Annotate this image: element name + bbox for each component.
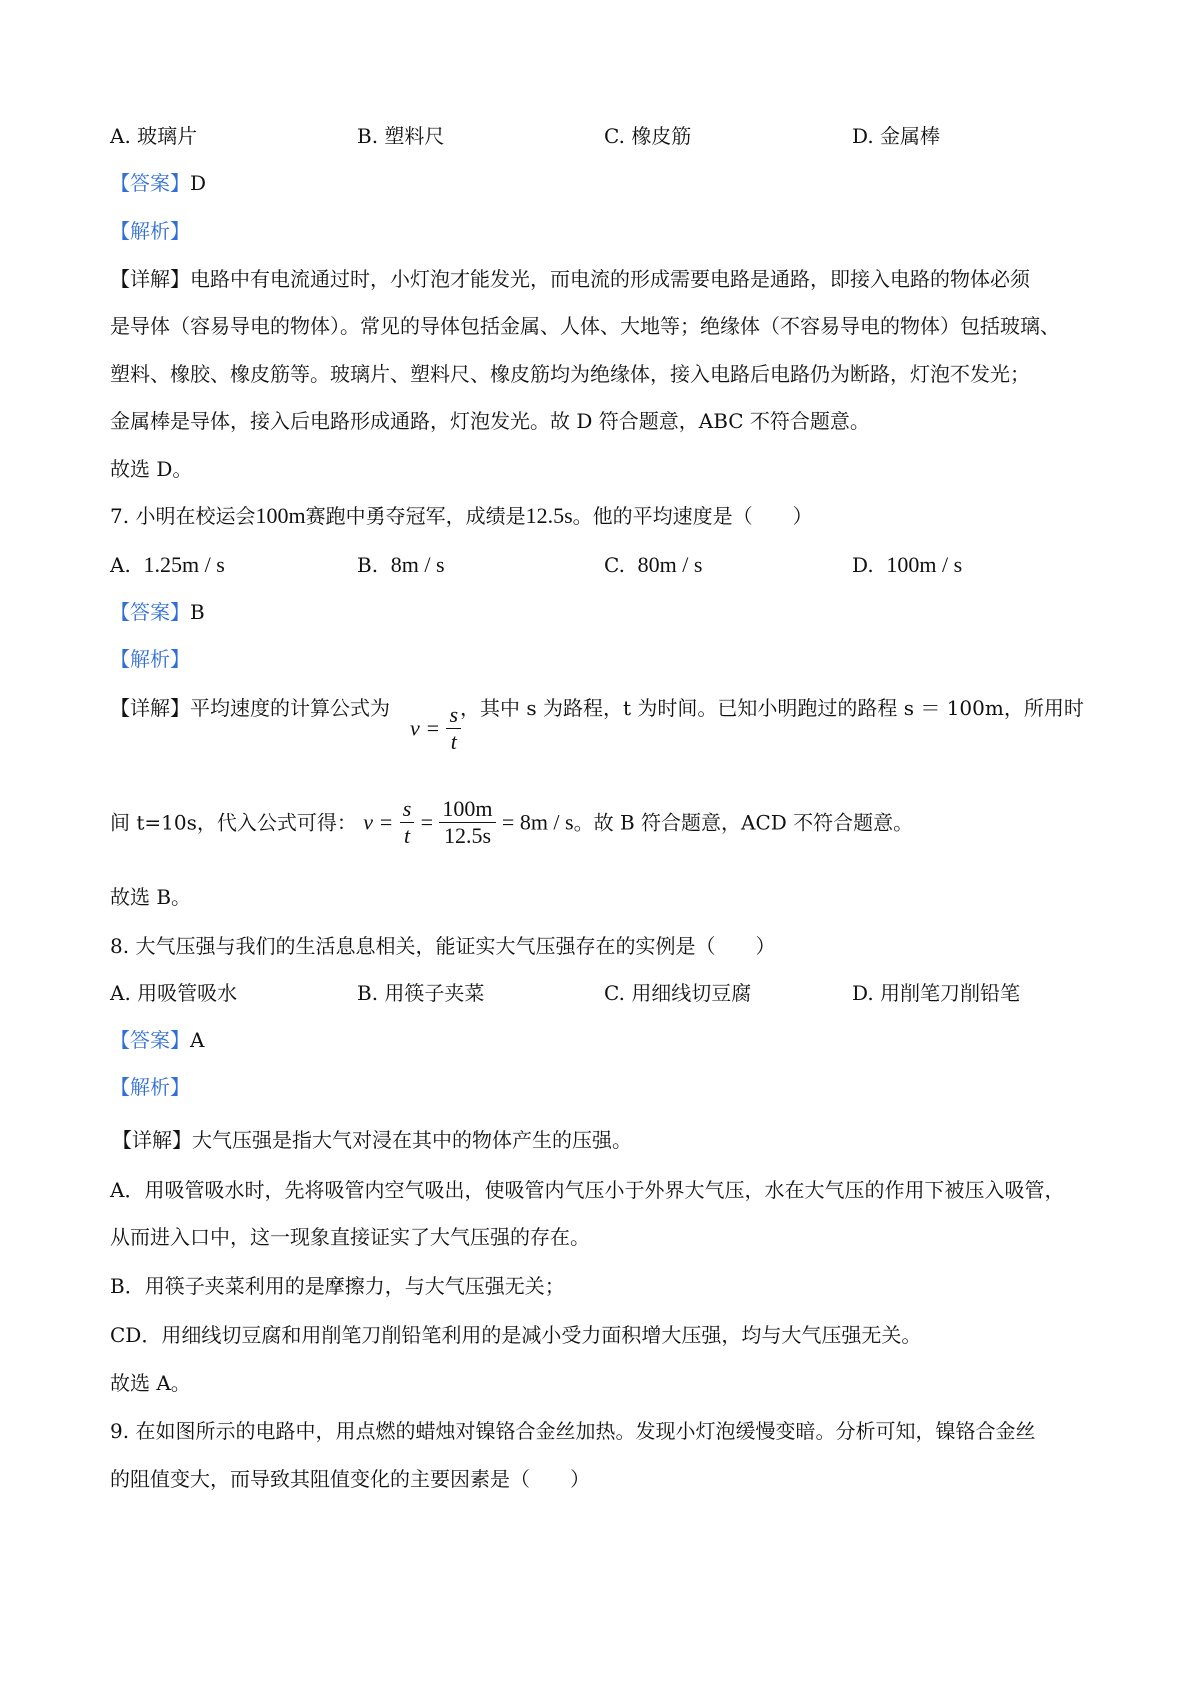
q7-detail-line-1: 【详解】平均速度的计算公式为 ，其中 s 为路程，t 为时间。已知小明跑过的路程 s ＝ 100m，所用时 (110, 696, 1084, 720)
q8-line-a-2: 从而进入口中，这一现象直接证实了大气压强的存在。 (110, 1225, 590, 1249)
q6-detail-line-1: 【详解】电路中有电流通过时，小灯泡才能发光，而电流的形成需要电路是通路，即接入电路的物体必须 (110, 267, 1030, 291)
q8-option-d: D. 用削笔刀削铅笔 (852, 981, 1021, 1005)
q6-option-d: D. 金属棒 (852, 124, 941, 148)
q8-line-a-1: A．用吸管吸水时，先将吸管内空气吸出，使吸管内气压小于外界大气压，水在大气压的作用下被压入吸管， (110, 1178, 1065, 1202)
q7-conclusion: 故选 B。 (110, 885, 192, 909)
q6-conclusion: 故选 D。 (110, 457, 193, 481)
q6-detail-line-3: 塑料、橡胶、橡皮筋等。玻璃片、塑料尺、橡皮筋均为绝缘体，接入电路后电路仍为断路，灯泡不发光； (110, 362, 1030, 386)
q8-analysis: 【解析】 (110, 1075, 190, 1099)
q7-formula-velocity: v = $\frac{s}{t}$ (410, 702, 461, 755)
q8-stem: 8. 大气压强与我们的生活息息相关，能证实大气压强存在的实例是（ ） (110, 934, 776, 958)
q7-option-d: D. 100m / s (852, 552, 963, 577)
q9-stem-line-2: 的阻值变大，而导致其阻值变化的主要因素是（ ） (110, 1467, 590, 1491)
q8-option-c: C. 用细线切豆腐 (604, 981, 752, 1005)
q6-analysis: 【解析】 (110, 219, 190, 243)
q7-answer: 【答案】B (110, 600, 205, 624)
q8-answer: 【答案】A (110, 1028, 205, 1052)
q8-line-cd: CD．用细线切豆腐和用削笔刀削铅笔利用的是减小受力面积增大压强，均与大气压强无关。 (110, 1323, 922, 1347)
q8-line-b: B．用筷子夹菜利用的是摩擦力，与大气压强无关； (110, 1274, 565, 1298)
q6-option-b: B. 塑料尺 (357, 124, 445, 148)
q7-stem: 7. 小明在校运会100m赛跑中勇夺冠军，成绩是12.5s。他的平均速度是（ ） (110, 503, 813, 528)
q7-option-a: A. 1.25m / s (110, 552, 225, 577)
q9-stem-line-1: 9. 在如图所示的电路中，用点燃的蜡烛对镍铬合金丝加热。发现小灯泡缓慢变暗。分析可知，镍铬合金丝 (110, 1419, 1036, 1443)
q7-detail-line-2: 间 t=10s，代入公式可得： v = $\frac{s}{t}$ = $\frac{100m}{12.5s}$ = 8m / s。故 B 符合题意，ACD 不符合题意。 (110, 796, 914, 848)
q6-detail-line-4: 金属棒是导体，接入后电路形成通路，灯泡发光。故 D 符合题意，ABC 不符合题意。 (110, 409, 870, 433)
q6-detail-line-2: 是导体（容易导电的物体）。常见的导体包括金属、人体、大地等；绝缘体（不容易导电的物体）包括玻璃、 (110, 314, 1060, 338)
q6-answer: 【答案】D (110, 171, 207, 195)
q8-conclusion: 故选 A。 (110, 1371, 191, 1395)
q6-option-c: C. 橡皮筋 (604, 124, 692, 148)
q7-option-b: B. 8m / s (357, 552, 445, 577)
q7-option-c: C. 80m / s (604, 552, 703, 577)
q7-analysis: 【解析】 (110, 647, 190, 671)
q8-option-a: A. 用吸管吸水 (110, 981, 238, 1005)
q8-option-b: B. 用筷子夹菜 (357, 981, 485, 1005)
q6-option-a: A. 玻璃片 (110, 124, 198, 148)
q8-detail: 【详解】大气压强是指大气对浸在其中的物体产生的压强。 (112, 1128, 632, 1152)
